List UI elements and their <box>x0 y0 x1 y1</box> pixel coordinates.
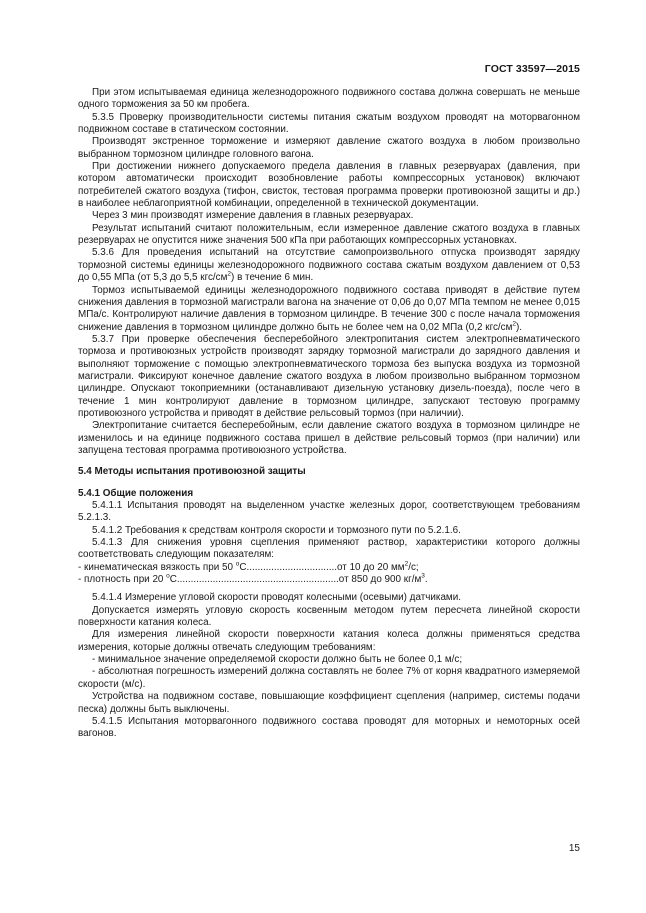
text-run: - кинематическая вязкость при 50 <box>78 561 236 573</box>
paragraph: Допускается измерять угловую скорость косвенным методом путем пересчета линейной скорости поверхности катания колеса. <box>78 604 580 629</box>
subsection-heading: 5.4.1 Общие положения <box>78 487 194 499</box>
paragraph: Через 3 мин производят измерение давления в главных резервуарах. <box>92 210 414 222</box>
paragraph <box>78 285 580 334</box>
clause-5-4-1-1: 5.4.1.1 Испытания проводят на выделенном участке железных дорог, соответствующем требованиям 5.2.1.3. <box>78 500 580 524</box>
section-heading: 5.4 Методы испытания противоюзной защиты <box>78 466 306 478</box>
clause-5-3-6 <box>78 247 580 284</box>
clause-5-3-5: 5.3.5 Проверку производительности системы питания сжатым воздухом проводят на моторвагонном подвижном составе в статическом состоянии. <box>78 111 580 136</box>
superscript: 2 <box>512 320 516 328</box>
clause-5-4-1-5: 5.4.1.5 Испытания моторвагонного подвижного состава проводят для моторных и немоторных осей вагонов. <box>78 715 580 740</box>
clause-5-4-1-2: 5.4.1.2 Требования к средствам контроля скорости и тормозного пути по 5.2.1.6. <box>92 524 461 536</box>
list-item: - минимальное значение определяемой скорости должно быть не более 0,1 м/с; <box>92 654 463 666</box>
text-run: C.................................от 10 до 20 мм <box>239 561 405 573</box>
document-body <box>78 87 580 741</box>
list-item <box>78 574 580 586</box>
superscript: o <box>166 572 170 580</box>
superscript: 3 <box>421 572 425 580</box>
paragraph: Электропитание считается бесперебойным, если давление сжатого воздуха в тормозном цилиндре не изменилось и на единице подвижного состава пришел в действие рельсовый тормоз (при наличии) или запущена тестовая программа противоюзного устройства. <box>78 420 580 456</box>
superscript: 2 <box>227 270 232 278</box>
text-run: 5.3.6 Для проведения испытаний на отсутствие самопроизвольного отпуска производят зарядку тормозной системы единицы железнодорожного подвижного состава сжатым воздухом давлением от 0,53 до 0,55 МПа (от 5,3 до 5,5 кгс/см <box>78 247 580 284</box>
text-run: ) в течение 6 мин. <box>231 272 314 284</box>
text-run: . <box>424 574 428 586</box>
text-run: C...........................................................от 850 до 900 кг/м <box>169 574 422 586</box>
text-run: Тормоз испытываемой единицы железнодорожного подвижного состава приводят в действие путем снижения давления в тормозной магистрали вагона на значение от 0,06 до 0,07 МПа темпом не менее 0,015 МПа/с. Контролируют наличие давления в тормозном цилиндре. В течение 300 с после начала торможения снижение давления в тормозном цилиндре должно быть не более чем на 0,02 МПа (0,2 кгс/см <box>78 284 580 333</box>
clause-5-3-7: 5.3.7 При проверке обеспечения бесперебойного электропитания систем электропневматического тормоза и противоюзных устройств производят зарядку тормозной магистрали до зарядного давления и выполняют торможение с помощью электропневматического тормоза без выпуска воздуха из тормозной магистрали. Фиксируют конечное давление сжатого воздуха в любом произвольно выбранном тормозном цилиндре. Опускают токоприемники (останавливают дизельную установку дизель-поезда), после чего в течение 1 мин контролируют давление в тормозном цилиндре, запускают тестовую программу противоюзного устройства и приводят в действие рельсовый тормоз (при наличии). <box>78 333 580 419</box>
clause-5-4-1-3: 5.4.1.3 Для снижения уровня сцепления применяют раствор, характеристики которого должны соответствовать следующим показателям: <box>78 537 580 561</box>
paragraph: При этом испытываемая единица железнодорожного подвижного состава должна совершать не меньше одного торможения за 50 км пробега. <box>78 87 580 111</box>
text-run: /с; <box>408 561 419 573</box>
solution-properties-list <box>78 562 580 587</box>
superscript: o <box>235 560 240 568</box>
document-code: ГОСТ 33597—2015 <box>484 63 580 75</box>
superscript: 2 <box>404 560 409 568</box>
paragraph: Результат испытаний считают положительным, если измеренное давление сжатого воздуха в главных резервуарах не опустится ниже значения 500 кПа при работающих компрессорных установках. <box>78 222 580 247</box>
paragraph: Для измерения линейной скорости поверхности катания колеса должны применяться средства измерения, которые должны отвечать следующим требованиям: <box>78 629 580 653</box>
paragraph: При достижении нижнего допускаемого предела давления в главных резервуарах (давления, при котором автоматически происходит возобновление работы компрессорных установок) включают потребителей сжатого воздуха (тифон, свисток, тестовая программа проверки противоюзной защиты и др.) в наиболее неблагоприятной комбинации, определенной в технической документации. <box>78 161 580 210</box>
list-item: - абсолютная погрешность измерений должна составлять не более 7% от корня квадратного измеряемой скорости (м/с). <box>78 666 580 690</box>
list-item <box>78 562 580 574</box>
paragraph: Устройства на подвижном составе, повышающие коэффициент сцепления (например, системы подачи песка) должны быть выключены. <box>78 691 580 715</box>
clause-5-4-1-4: 5.4.1.4 Измерение угловой скорости проводят колесными (осевыми) датчиками. <box>92 592 461 604</box>
page-number: 15 <box>568 843 580 854</box>
text-run: - плотность при 20 <box>78 574 167 586</box>
paragraph: Производят экстренное торможение и измеряют давление сжатого воздуха в любом произвольно выбранном тормозном цилиндре головного вагона. <box>78 136 580 160</box>
text-run: ). <box>516 321 523 333</box>
